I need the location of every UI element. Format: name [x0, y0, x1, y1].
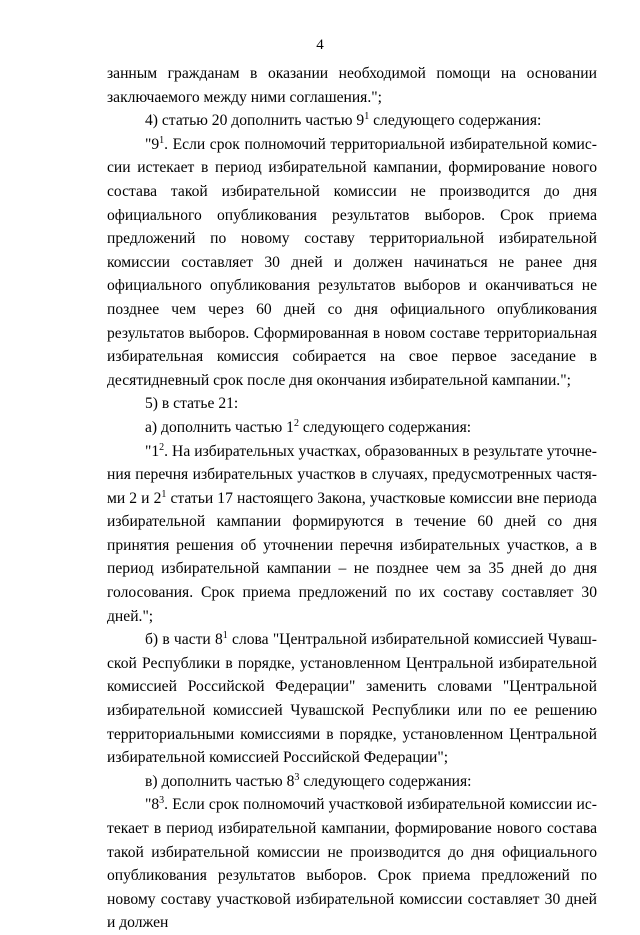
superscript: 1 — [159, 134, 165, 146]
superscript: 1 — [222, 630, 228, 642]
paragraph-text: следующего содержания: — [298, 418, 472, 436]
superscript: 3 — [294, 771, 300, 783]
paragraph-text: "1 — [145, 442, 160, 460]
paragraph-text: "9 — [145, 135, 160, 153]
paragraph — [107, 416, 597, 440]
superscript: 3 — [159, 795, 165, 807]
superscript: 1 — [364, 111, 370, 123]
page-number: 4 — [316, 37, 324, 53]
paragraph-text: . На избирательных участках, образованных в результате уточнения перечня избирательных участков в случаях, предусмотренных частями 2 и 2 — [107, 442, 597, 507]
paragraph-text: "8 — [145, 796, 160, 814]
paragraph-text: занным гражданам в оказании необходимой помощи на основании заключаемого между ними соглашения."; — [107, 65, 597, 106]
document-body — [107, 62, 597, 935]
paragraph — [107, 392, 597, 416]
paragraph — [107, 440, 597, 629]
paragraph — [107, 770, 597, 794]
paragraph — [107, 628, 597, 770]
paragraph-text: . Если срок полномочий участковой избирательной комиссии истекает в период избирательной кампании, формирование нового состава такой избирательной комиссии не производится до дня официального опубликования результатов выборов. Срок приема предложений по новому составу участковой избирательной комиссии составляет 30 дней и должен — [107, 796, 597, 932]
paragraph — [107, 62, 597, 109]
paragraph-text: следующего содержания: — [369, 112, 542, 130]
paragraph-text: . Если срок полномочий территориальной избирательной комиссии истекает в период избирательной кампании, формирование нового состава такой избирательной комиссии не производится до дня официального опубликования результатов выборов. Срок приема предложений по новому составу территориальной избирательной комиссии составляет 30 дней и должен начинаться не ранее дня официального опубликования результатов выборов и оканчиваться не позднее чем через 60 дней со дня официального опубликования результатов выборов. Сформированная в новом составе территориальная избирательная комиссия собирается на свое первое заседание в десятидневный срок после дня окончания избирательной кампании."; — [107, 135, 597, 389]
paragraph — [107, 793, 597, 935]
paragraph-text: б) в части 8 — [145, 631, 223, 649]
superscript: 2 — [293, 417, 299, 429]
paragraph-text: в) дополнить частью 8 — [145, 772, 295, 790]
paragraph — [107, 109, 597, 133]
paragraph-text: а) дополнить частью 1 — [145, 418, 294, 436]
paragraph — [107, 133, 597, 393]
paragraph-text: следующего содержания: — [299, 772, 472, 790]
paragraph-text: статьи 17 настоящего Закона, участковые комиссии вне периода избирательной кампании формируются в течение 60 дней со дня принятия решения об уточнении перечня избирательных участков, а в период избирательной кампании – не позднее чем за 35 дней до дня голосования. Срок приема предложений по их составу составляет 30 дней."; — [107, 489, 597, 625]
superscript: 2 — [159, 441, 165, 453]
paragraph-text: слова "Центральной избирательной комиссией Чувашской Республики в порядке, установленном Центральной избирательной комиссией Российской Федерации" заменить словами "Центральной избирательной комиссией Чувашской Республики или по ее решению территориальными комиссиями в порядке, установленном Центральной избирательной комиссией Российской Федерации"; — [107, 631, 597, 767]
paragraph-text: 4) статью 20 дополнить частью 9 — [145, 112, 365, 130]
superscript: 1 — [161, 488, 167, 500]
paragraph-text: 5) в статье 21: — [145, 395, 239, 413]
